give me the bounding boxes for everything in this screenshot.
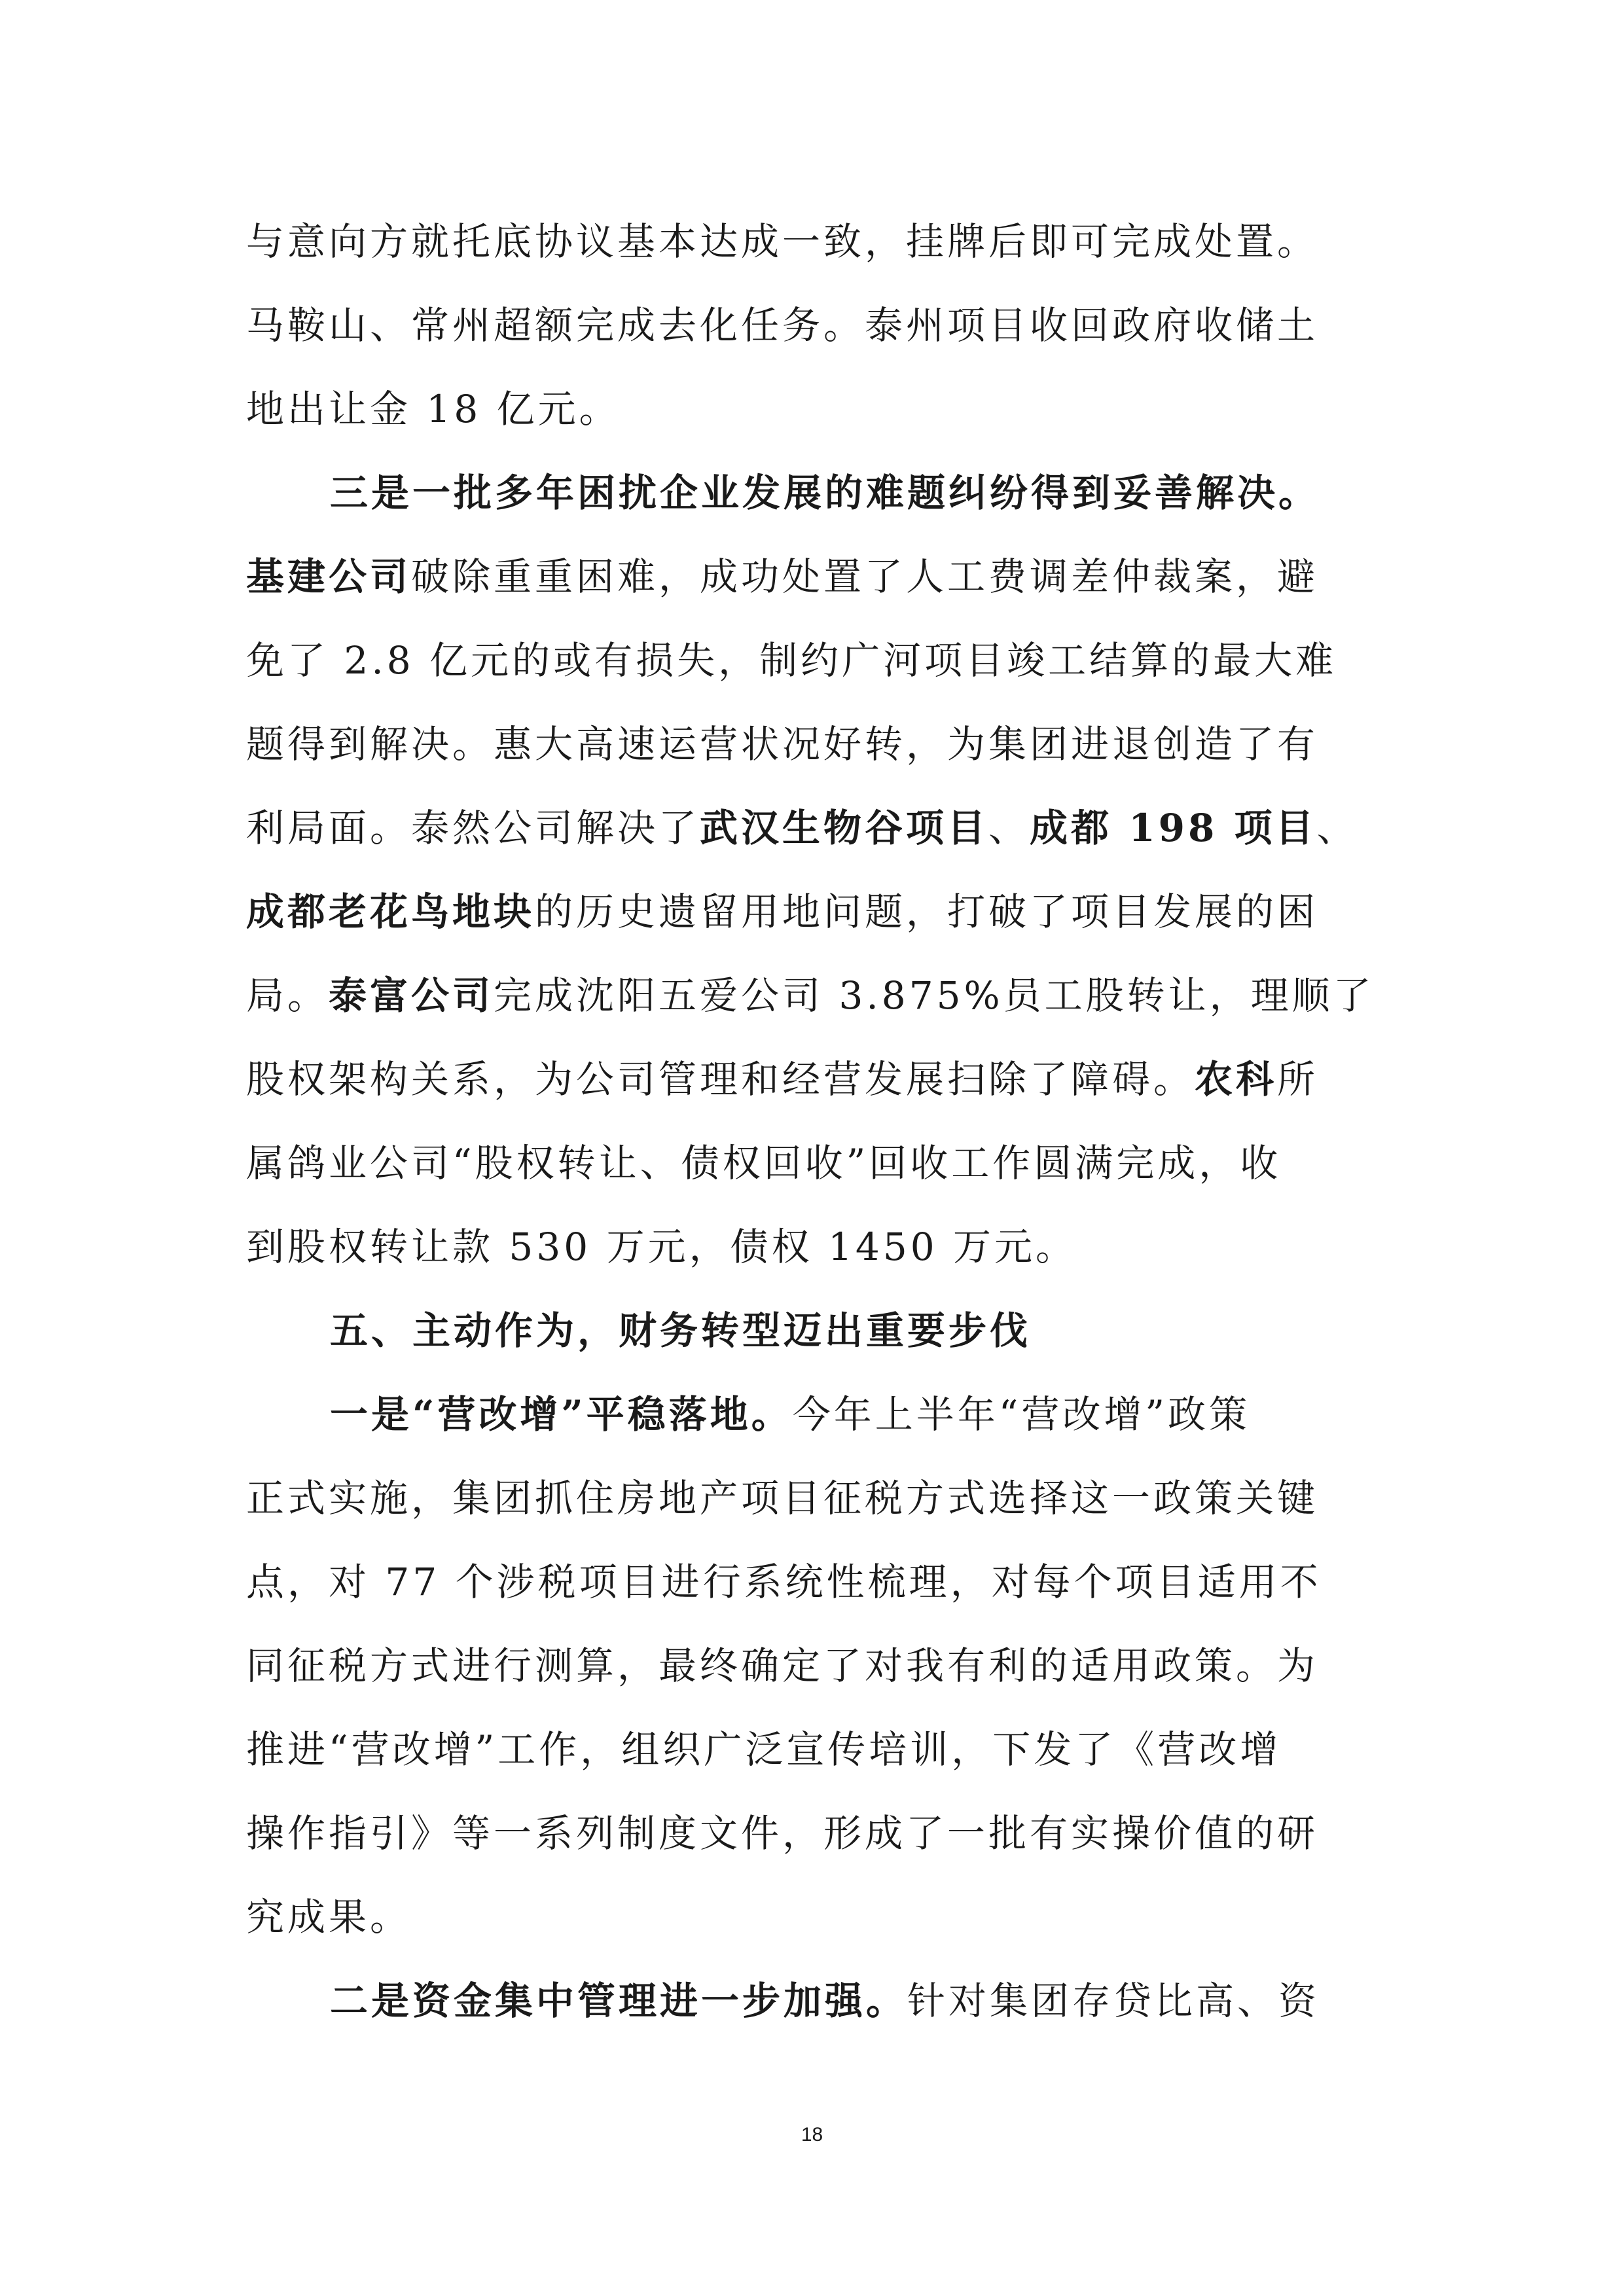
text-line: 马鞍山、常州超额完成去化任务。泰州项目收回政府收储土 [246, 303, 1319, 348]
text-line: 到股权转让款 530 万元，债权 1450 万元。 [246, 1225, 1077, 1269]
page-number: 18 [801, 2124, 823, 2145]
text-line: 与意向方就托底协议基本达成一致，挂牌后即可完成处置。 [246, 219, 1319, 264]
text-run: 、 [1316, 806, 1358, 850]
text-run: 今年上半年“营改增”政策 [792, 1392, 1251, 1437]
paragraph-lead: 一是“营改增”平稳落地。 [330, 1392, 793, 1437]
text-run: 破除重重困难，成功处置了人工费调差仲裁案，避 [411, 554, 1319, 599]
text-line: 地出让金 18 亿元。 [246, 387, 621, 431]
text-line: 属鸽业公司“股权转让、债权回收”回收工作圆满完成，收 [246, 1141, 1282, 1185]
text-line [246, 1372, 1382, 1456]
text-run: 局。 [246, 973, 329, 1018]
bold-project-name: 成都 198 项目 [1030, 806, 1317, 850]
paragraph-lead: 二是资金集中管理进一步加强。 [330, 1979, 908, 2023]
text-run: 的历史遗留用地问题，打破了项目发展的困 [535, 889, 1319, 934]
text-line: 操作指引》等一系列制度文件，形成了一批有实操价值的研 [246, 1811, 1319, 1856]
text-line [246, 786, 1382, 870]
text-line: 同征税方式进行测算，最终确定了对我有利的适用政策。为 [246, 1643, 1319, 1688]
text-line: 点，对 77 个涉税项目进行系统性梳理，对每个项目适用不 [246, 1560, 1322, 1604]
bold-company-name: 农科 [1195, 1057, 1278, 1102]
body-text [246, 200, 1382, 2043]
text-line [246, 870, 1382, 954]
text-line: 题得到解决。惠大高速运营状况好转，为集团进退创造了有 [246, 722, 1319, 766]
text-line: 正式实施，集团抓住房地产项目征税方式选择这一政策关键 [246, 1476, 1319, 1520]
bold-company-name: 基建公司 [246, 554, 412, 599]
text-run: 完成沈阳五爱公司 3.875%员工股转让，理顺了 [494, 973, 1375, 1018]
text-run: 、 [988, 806, 1030, 850]
text-line [246, 1959, 1382, 2043]
text-line: 推进“营改增”工作，组织广泛宣传培训，下发了《营改增 [246, 1727, 1282, 1772]
text-run: 利局面。泰然公司解决了 [246, 806, 700, 850]
bold-project-name: 武汉生物谷项目 [700, 806, 989, 850]
text-run: 股权架构关系，为公司管理和经营发展扫除了障碍。 [246, 1057, 1195, 1102]
text-run: 针对集团存贷比高、资 [907, 1979, 1320, 2023]
bold-project-name: 成都老花鸟地块 [246, 889, 535, 934]
text-run: 所 [1277, 1057, 1319, 1102]
text-line: 究成果。 [246, 1895, 412, 1939]
paragraph-heading: 三是一批多年困扰企业发展的难题纠纷得到妥善解决。 [330, 471, 1320, 515]
section-heading: 五、主动作为，财务转型迈出重要步伐 [330, 1308, 1032, 1353]
text-line [246, 954, 1382, 1037]
bold-company-name: 泰富公司 [329, 973, 494, 1018]
text-line [246, 535, 1382, 619]
text-line: 免了 2.8 亿元的或有损失，制约广河项目竣工结算的最大难 [246, 638, 1337, 683]
text-line [246, 1037, 1382, 1121]
